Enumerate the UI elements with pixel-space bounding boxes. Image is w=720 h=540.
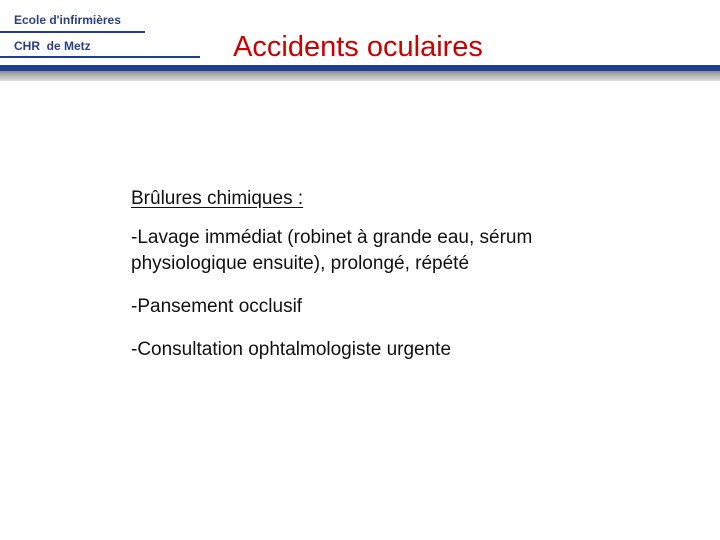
bullet-consultation: -Consultation ophtalmologiste urgente xyxy=(131,339,452,360)
bullet-lavage: -Lavage immédiat (robinet à grande eau, sérum physiologique ensuite), prolongé, répété xyxy=(131,227,533,274)
bullet-pansement: -Pansement occlusif xyxy=(131,296,303,317)
institution-name-line1: Ecole d'infirmières xyxy=(14,13,121,27)
slide-title-wrap xyxy=(0,31,720,64)
section-heading: Brûlures chimiques : xyxy=(131,188,304,209)
slide-header xyxy=(0,0,720,84)
institution-name-line2: CHR de Metz xyxy=(14,39,91,53)
slide-content xyxy=(131,186,651,380)
header-grey-band xyxy=(0,71,720,81)
slide-title: Accidents oculaires xyxy=(233,31,483,63)
